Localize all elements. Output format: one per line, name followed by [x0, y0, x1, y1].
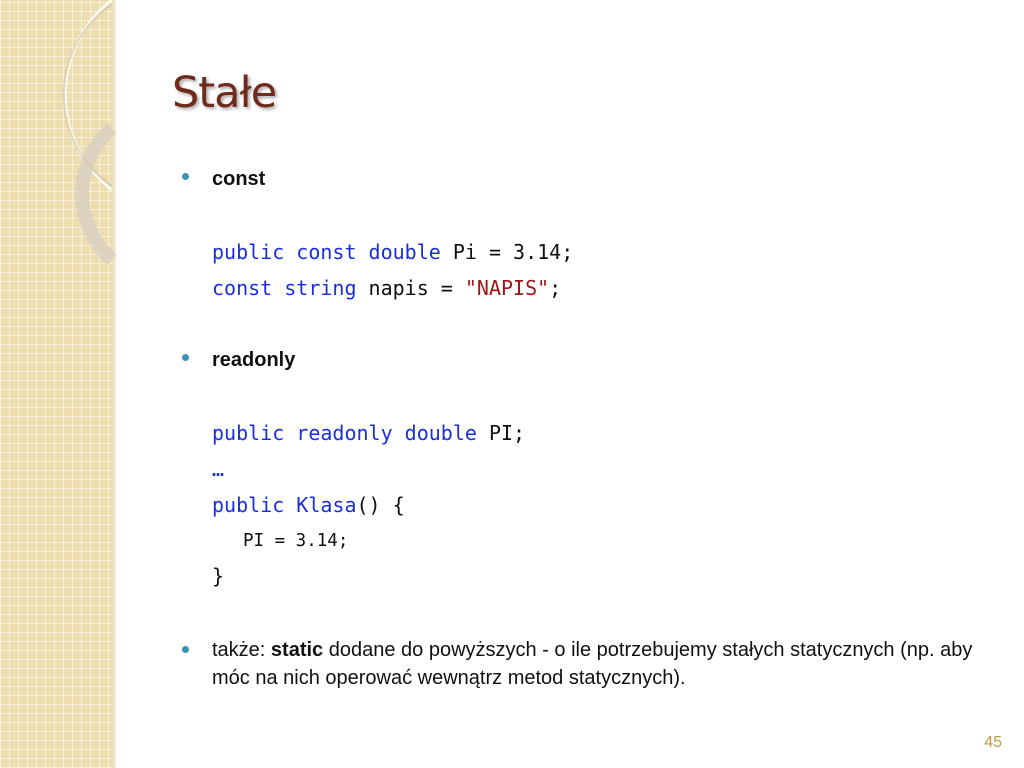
- note-bold: static: [270, 639, 324, 661]
- code-line-readonly-1: [212, 421, 525, 445]
- code-keyword: public Klasa: [212, 493, 357, 517]
- code-line-const-1: [212, 240, 573, 264]
- code-keyword: public readonly double: [212, 421, 477, 445]
- code-ellipsis: …: [212, 457, 225, 481]
- code-line-ctor: [212, 493, 405, 517]
- code-keyword: const string: [212, 276, 357, 300]
- code-line-ctor-close: }: [212, 564, 225, 588]
- code-keyword: public const double: [212, 240, 441, 264]
- code-line-const-2: [212, 276, 561, 300]
- bullet-dot: [182, 173, 189, 180]
- code-text: PI;: [476, 421, 526, 445]
- note-prefix: także:: [212, 639, 271, 661]
- code-text: napis =: [356, 276, 465, 300]
- decorative-arcs: [0, 0, 200, 300]
- code-line-ctor-body: PI = 3.14;: [243, 531, 349, 551]
- bullet-const-label: const: [212, 168, 266, 190]
- code-text: ;: [549, 276, 562, 300]
- bullet-dot: [182, 354, 189, 361]
- bullet-readonly-label: readonly: [212, 349, 296, 371]
- note-paragraph: [212, 636, 1002, 692]
- bullet-readonly: [182, 349, 295, 372]
- note-suffix: dodane do powyższych - o ile potrzebujemy stałych statycznych (np. aby móc na nich operować wewnątrz metod statycznych).: [212, 639, 973, 689]
- bullet-const: [182, 168, 265, 191]
- page-number: 45: [984, 734, 1002, 751]
- code-string: "NAPIS": [464, 276, 550, 300]
- code-text: () {: [356, 493, 405, 517]
- bullet-dot: [182, 646, 189, 653]
- code-text: Pi = 3.14;: [440, 240, 574, 264]
- slide-title: Stałe: [172, 68, 277, 118]
